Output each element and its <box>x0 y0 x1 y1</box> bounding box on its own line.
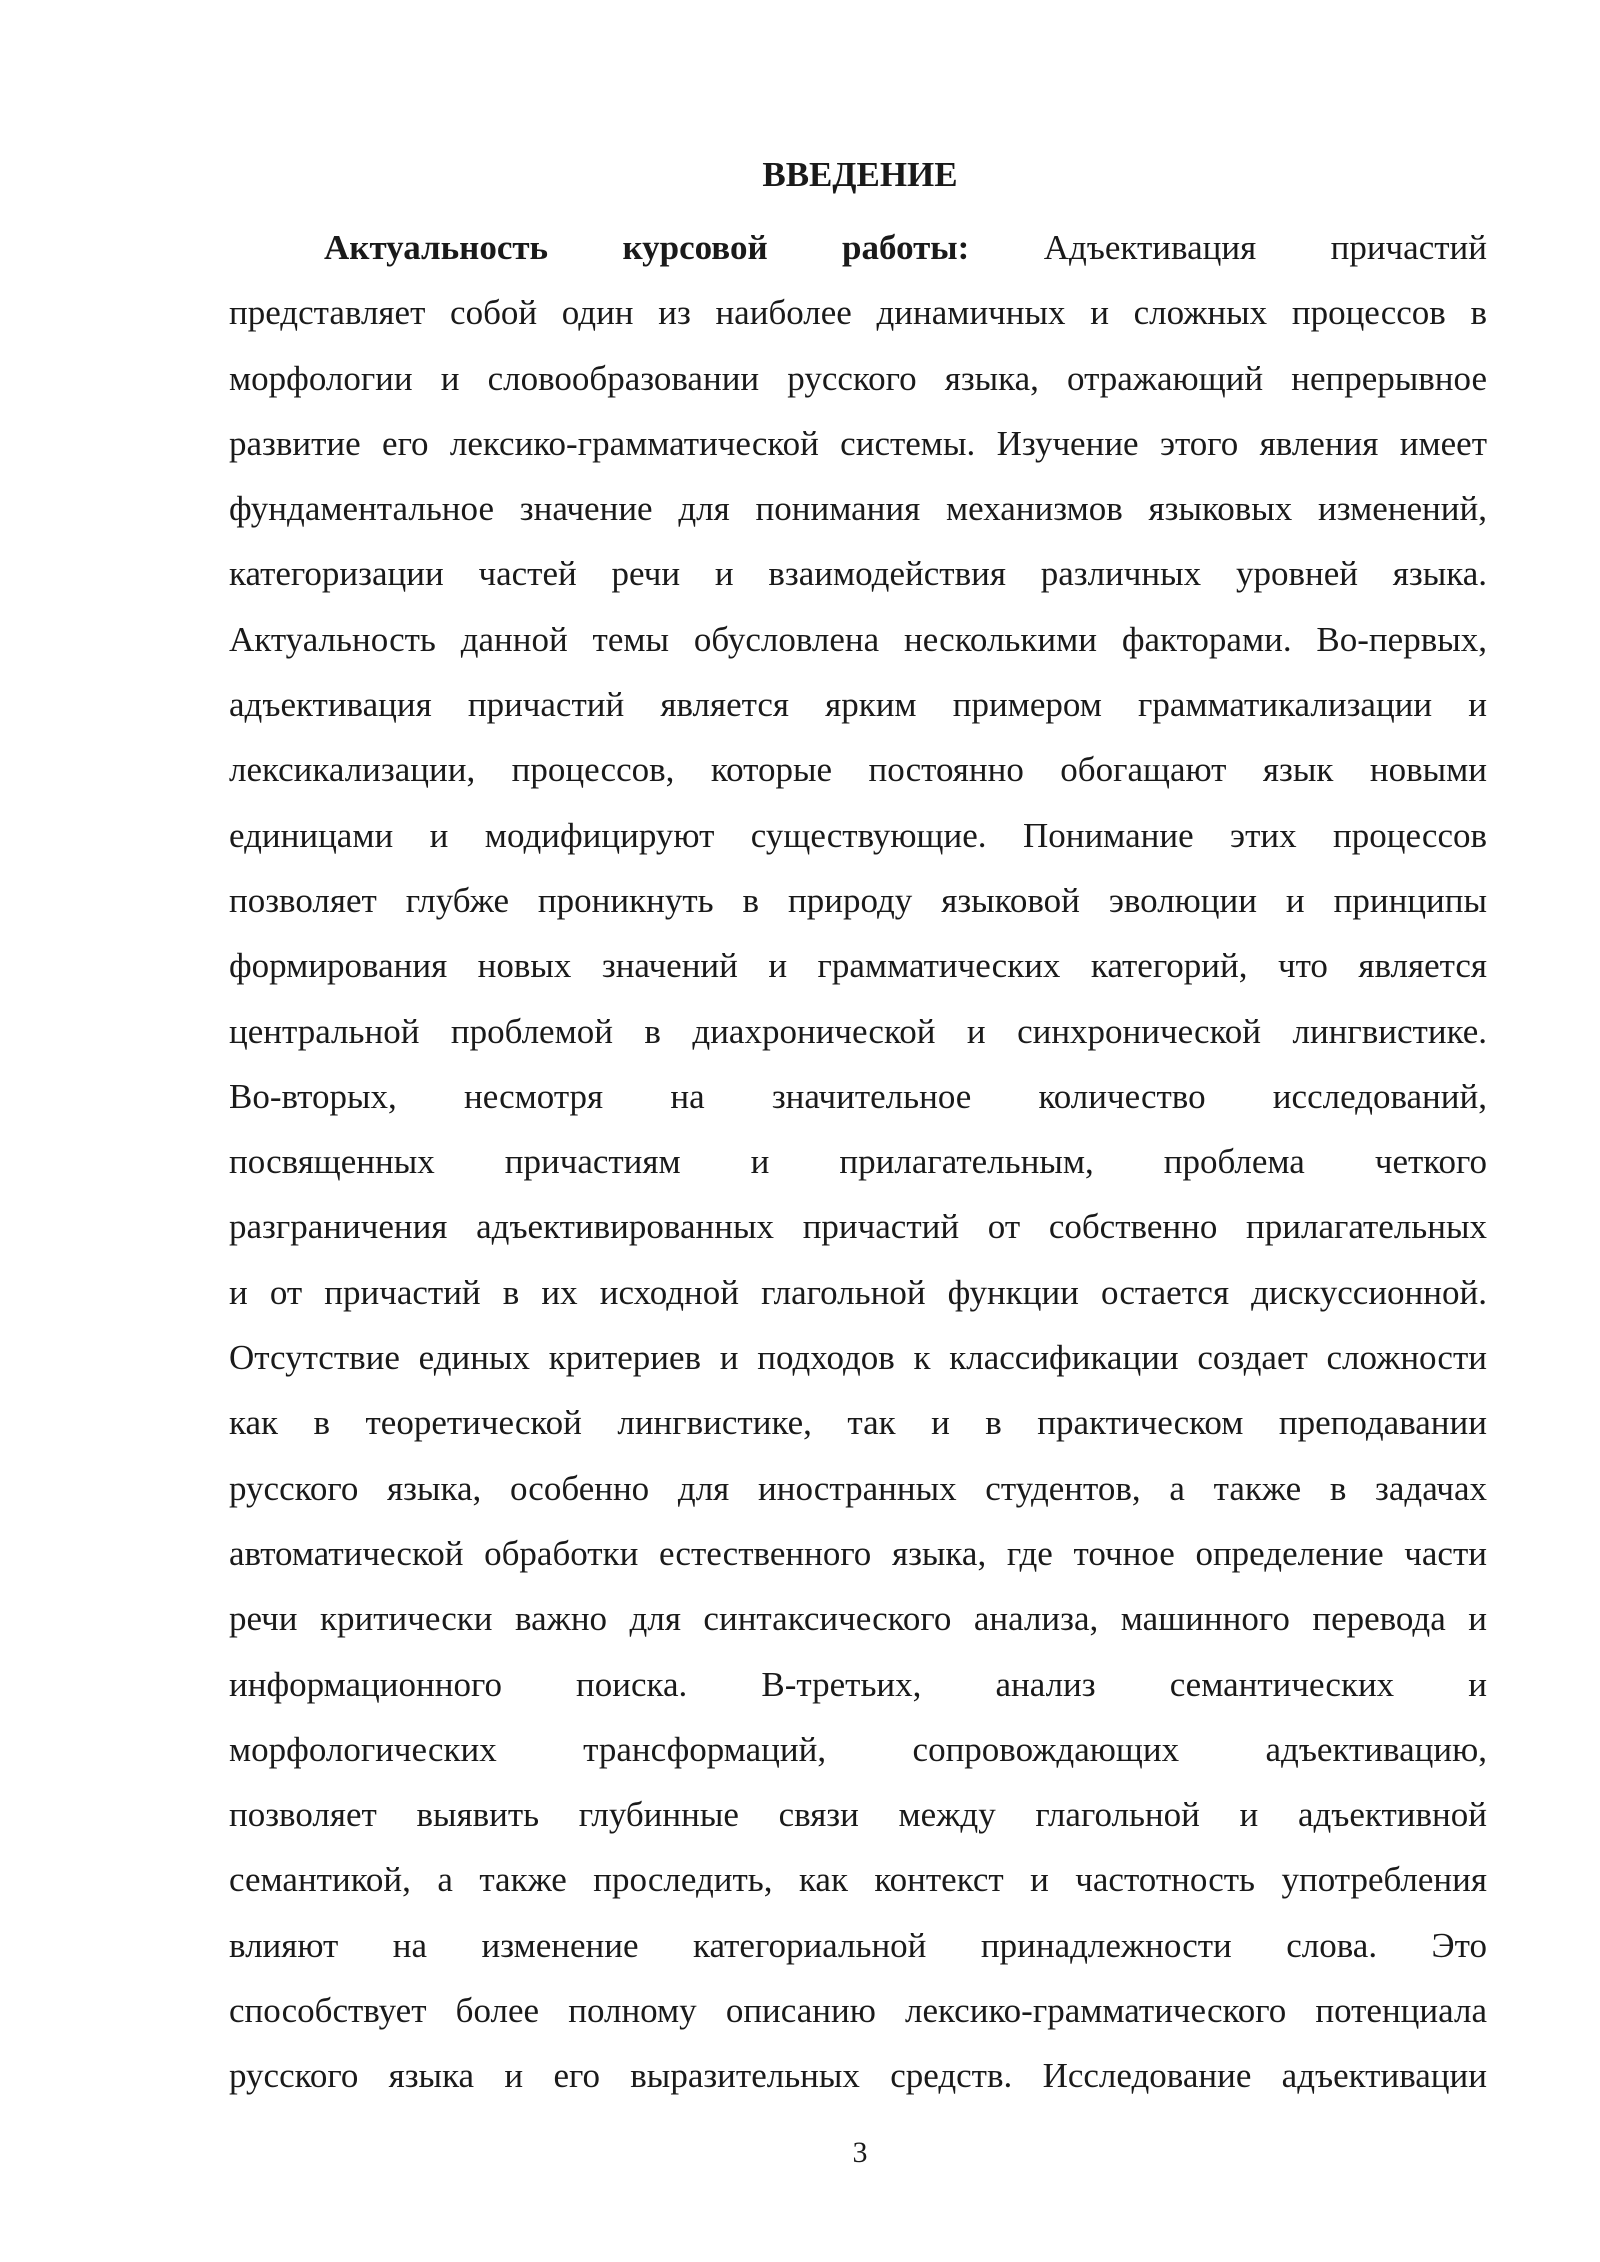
lead-label: Актуальность курсовой работы: <box>324 228 970 267</box>
paragraph-line: позволяет глубже проникнуть в природу языковой эволюции и принципы <box>229 880 1487 920</box>
paragraph-line: Во-вторых, несмотря на значительное количество исследований, <box>229 1076 1487 1116</box>
paragraph-line: как в теоретической лингвистике, так и в практическом преподавании <box>229 1403 1487 1443</box>
paragraph-line: адъективация причастий является ярким примером грамматикализации и <box>229 685 1487 725</box>
paragraph-line: способствует более полному описанию лексико-грамматического потенциала <box>229 1991 1487 2031</box>
page-number: 3 <box>852 2136 868 2169</box>
paragraph-line <box>229 215 1487 280</box>
paragraph-line: Отсутствие единых критериев и подходов к классификации создает сложности <box>229 1338 1487 1378</box>
paragraph-line: и от причастий в их исходной глагольной функции остается дискуссионной. <box>229 1272 1487 1312</box>
paragraph-line: развитие его лексико-грамматической системы. Изучение этого явления имеет <box>229 423 1487 463</box>
paragraph-line: русского языка и его выразительных средств. Исследование адъективации <box>229 2056 1487 2096</box>
paragraph-line: представляет собой один из наиболее динамичных и сложных процессов в <box>229 293 1487 333</box>
paragraph-line: влияют на изменение категориальной принадлежности слова. Это <box>229 1925 1487 1965</box>
section-heading: ВВЕДЕНИЕ <box>762 155 958 194</box>
paragraph-line: позволяет выявить глубинные связи между глагольной и адъективной <box>229 1795 1487 1835</box>
paragraph-line: посвященных причастиям и прилагательным, проблема четкого <box>229 1142 1487 1182</box>
paragraph-line: центральной проблемой в диахронической и синхронической лингвистике. <box>229 1011 1487 1051</box>
paragraph-line: формирования новых значений и грамматических категорий, что является <box>229 946 1487 986</box>
paragraph-line: морфологии и словообразовании русского языка, отражающий непрерывное <box>229 358 1487 398</box>
paragraph-line: русского языка, особенно для иностранных студентов, а также в задачах <box>229 1468 1487 1508</box>
paragraph-line: разграничения адъективированных причастий от собственно прилагательных <box>229 1207 1487 1247</box>
paragraph-line: семантикой, а также проследить, как контекст и частотность употребления <box>229 1860 1487 1900</box>
paragraph-line: категоризации частей речи и взаимодействия различных уровней языка. <box>229 554 1487 594</box>
paragraph-line: фундаментальное значение для понимания механизмов языковых изменений, <box>229 489 1487 529</box>
paragraph-line: лексикализации, процессов, которые постоянно обогащают язык новыми <box>229 750 1487 790</box>
paragraph-line: морфологических трансформаций, сопровождающих адъективацию, <box>229 1729 1487 1769</box>
paragraph-line: информационного поиска. В-третьих, анализ семантических и <box>229 1664 1487 1704</box>
paragraph-line: единицами и модифицируют существующие. Понимание этих процессов <box>229 815 1487 855</box>
paragraph-line: речи критически важно для синтаксического анализа, машинного перевода и <box>229 1599 1487 1639</box>
paragraph-line: автоматической обработки естественного языка, где точное определение части <box>229 1533 1487 1573</box>
paragraph-line: Актуальность данной темы обусловлена несколькими факторами. Во-первых, <box>229 619 1487 659</box>
line-text: Адъективация причастий <box>1043 228 1487 267</box>
body-paragraph <box>229 215 1487 2109</box>
